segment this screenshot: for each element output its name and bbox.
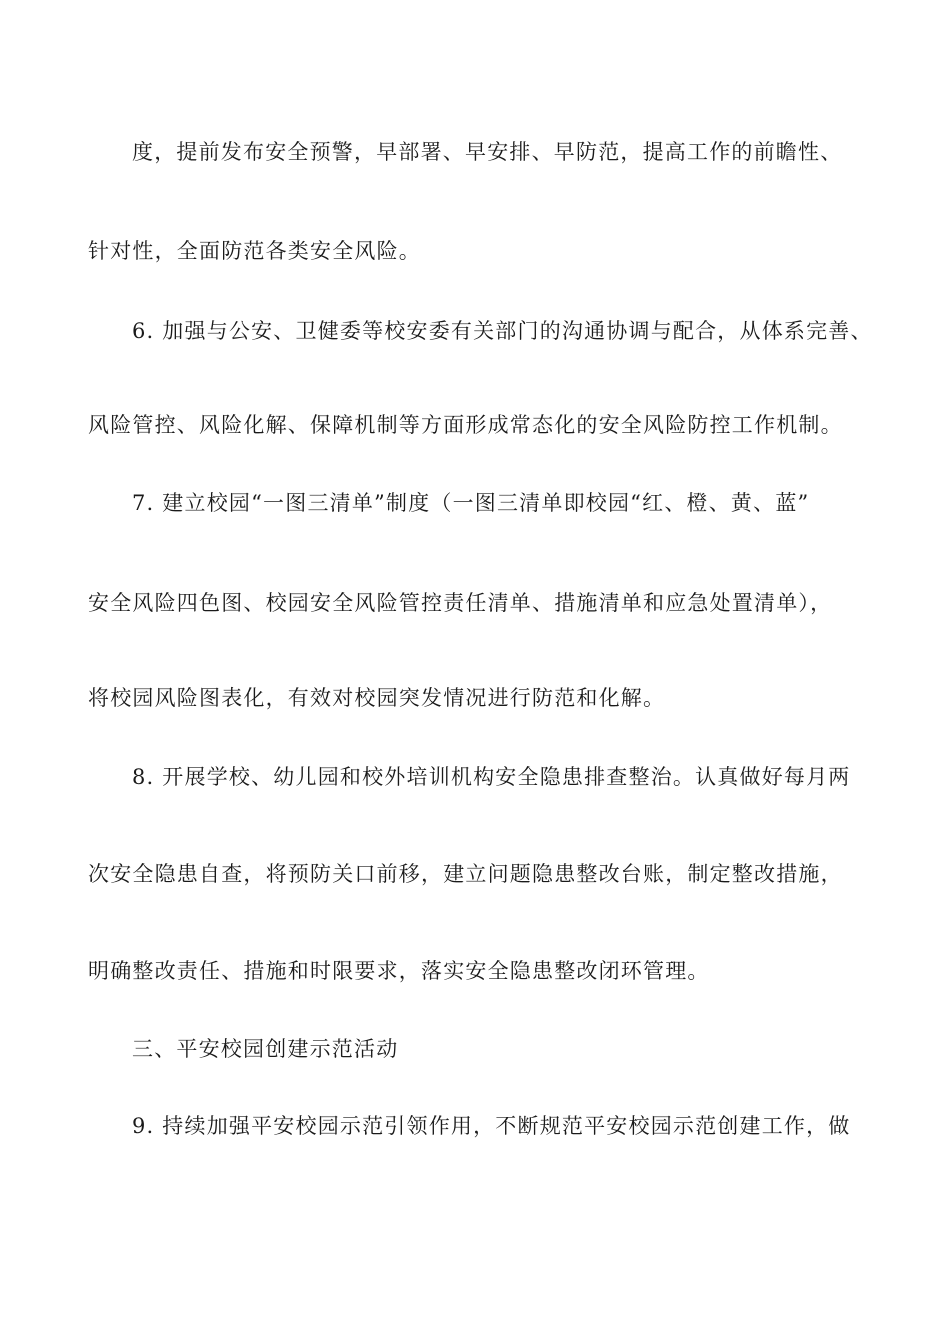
text-line-7: 将校园风险图表化，有效对校园突发情况进行防范和化解。	[88, 686, 666, 710]
text-line-6: 安全风险四色图、校园安全风险管控责任清单、措施清单和应急处置清单），	[88, 591, 833, 615]
text-line-8: 8. 开展学校、幼儿园和校外培训机构安全隐患排查整治。认真做好每月两	[132, 765, 851, 789]
section-heading: 三、平安校园创建示范活动	[132, 1037, 399, 1061]
text-line-10: 明确整改责任、措施和时限要求，落实安全隐患整改闭环管理。	[88, 959, 710, 983]
text-line-9: 次安全隐患自查，将预防关口前移，建立问题隐患整改台账，制定整改措施，	[88, 862, 843, 886]
text-line-5: 7. 建立校园“一图三清单”制度（一图三清单即校园“红、橙、黄、蓝”	[132, 491, 810, 515]
text-line-12: 9. 持续加强平安校园示范引领作用，不断规范平安校园示范创建工作，做	[132, 1114, 851, 1138]
text-line-3: 6. 加强与公安、卫健委等校安委有关部门的沟通协调与配合，从体系完善、	[132, 319, 873, 343]
text-line-1: 度，提前发布安全预警，早部署、早安排、早防范，提高工作的前瞻性、	[132, 140, 843, 164]
text-line-2: 针对性，全面防范各类安全风险。	[88, 239, 421, 263]
text-line-4: 风险管控、风险化解、保障机制等方面形成常态化的安全风险防控工作机制。	[88, 413, 843, 437]
